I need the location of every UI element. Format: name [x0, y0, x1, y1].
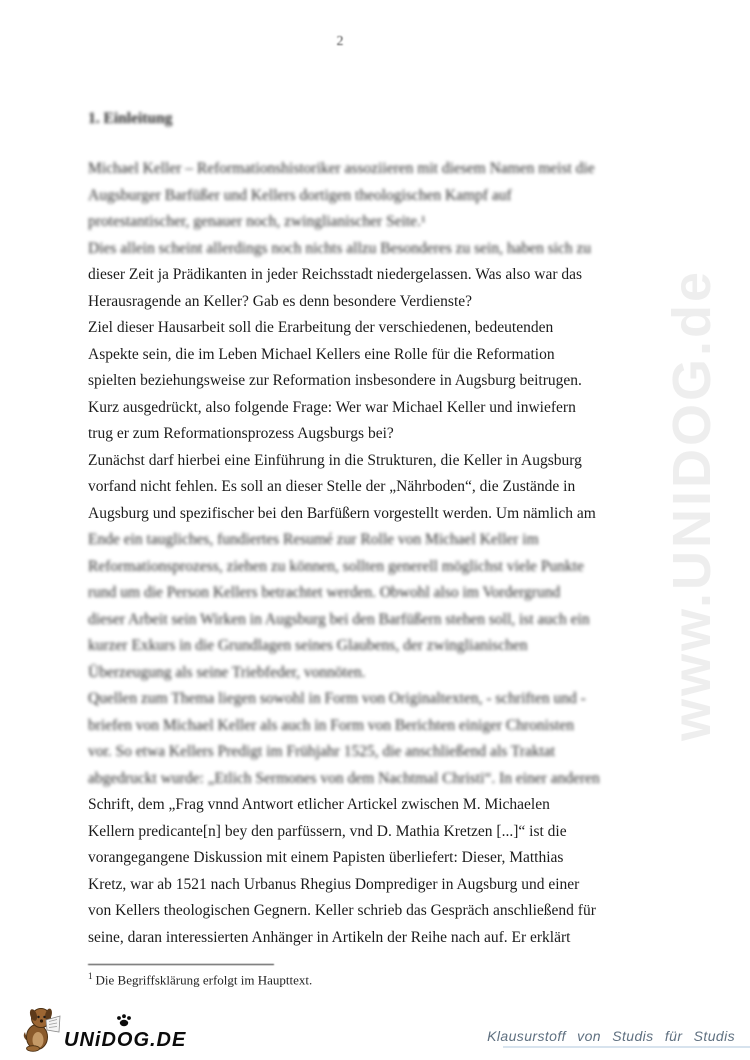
text-line: Schrift, dem „Frag vnnd Antwort etlicher Artickel zwischen M. Michaelen	[88, 796, 550, 813]
watermark-text: www.UNIDOG.de	[662, 268, 722, 742]
text-line: vorfand nicht fehlen. Es soll an dieser Stelle der „Nährboden“, die Zustände in	[88, 478, 576, 495]
text-line: Herausragende an Keller? Gab es denn besondere Verdienste?	[88, 292, 473, 310]
footer-tagline: Klausurstoff von Studis für Studis	[487, 1028, 735, 1044]
text-line: abgedruckt wurde: „Etlich Sermones von dem Nachtmal Christi“. In einer anderen	[88, 769, 600, 787]
text-line: Kellern predicante[n] bey den parfüssern, vnd D. Mathia Kretzen [...]“ ist die	[88, 822, 567, 840]
unidog-logo	[22, 1006, 186, 1052]
text-line: vorangegangene Diskussion mit einem Papisten überliefert: Dieser, Matthias	[88, 849, 564, 866]
text-line: Kretz, war ab 1521 nach Urbanus Rhegius Domprediger in Augsburg und einer	[88, 875, 580, 893]
text-line: Augsburg und spezifischer bei den Barfüßern vorgestellt werden. Um nämlich am	[88, 504, 596, 522]
text-line: Aspekte sein, die im Leben Michael Kellers eine Rolle für die Reformation	[88, 345, 555, 363]
logo-text: UNiDOG.DE	[64, 1029, 187, 1051]
text-line: Dies allein scheint allerdings noch nichts allzu Besonderes zu sein, haben sich zu	[88, 239, 592, 257]
body-text	[88, 156, 600, 951]
section-heading: 1. Einleitung	[88, 110, 173, 127]
text-line: Überzeugung als seine Triebfeder, vonnöten.	[88, 663, 366, 681]
text-line: briefen von Michael Keller als auch in Form von Berichten einiger Chronisten	[88, 716, 574, 734]
text-line: vor. So etwa Kellers Predigt im Frühjahr 1525, die anschließend als Traktat	[88, 743, 556, 760]
dog-mascot-icon	[22, 1006, 62, 1052]
text-line: von Kellers theologischen Gegnern. Keller schrieb das Gespräch anschließend für	[88, 902, 596, 919]
text-line: rund um die Person Kellers betrachtet werden. Obwohl also im Vordergrund	[88, 584, 561, 601]
page-footer	[0, 1002, 750, 1060]
text-line: Ende ein taugliches, fundiertes Resumé zur Rolle von Michael Keller im	[88, 531, 539, 548]
text-line: kurzer Exkurs in die Grundlagen seines Glaubens, der zwinglianischen	[88, 637, 528, 654]
text-line: protestantischer, genauer noch, zwinglianischer Seite.¹	[88, 213, 426, 230]
footnote-separator	[88, 964, 274, 965]
text-line: Augsburger Barfüßer und Kellers dortigen theologischen Kampf auf	[88, 186, 512, 204]
text-line: Zunächst darf hierbei eine Einführung in die Strukturen, die Keller in Augsburg	[88, 451, 582, 469]
text-line: dieser Zeit ja Prädikanten in jeder Reichsstadt niedergelassen. Was also war das	[88, 266, 583, 283]
text-line: Ziel dieser Hausarbeit soll die Erarbeitung der verschiedenen, bedeutenden	[88, 319, 554, 336]
text-line: dieser Arbeit sein Wirken in Augsburg bei den Barfüßern stehen soll, ist auch ein	[88, 610, 590, 628]
text-line: Quellen zum Thema liegen sowohl in Form von Originaltexten, - schriften und -	[88, 690, 586, 707]
footnote-text: Die Begriffsklärung erfolgt im Haupttext.	[95, 972, 313, 988]
text-line: seine, daran interessierten Anhänger in Artikeln der Reihe nach auf. Er erklärt	[88, 928, 571, 946]
text-line: Kurz ausgedrückt, also folgende Frage: Wer war Michael Keller und inwiefern	[88, 398, 576, 416]
footnote	[88, 971, 312, 988]
text-line: trug er zum Reformationsprozess Augsburgs bei?	[88, 425, 394, 442]
text-line: Reformationsprozess, ziehen zu können, sollten generell möglichst viele Punkte	[88, 557, 584, 575]
footer-underline	[503, 1046, 750, 1048]
text-line: Michael Keller – Reformationshistoriker assoziieren mit diesem Namen meist die	[88, 160, 595, 177]
page-number: 2	[336, 34, 344, 49]
text-line: spielten beziehungsweise zur Reformation insbesondere in Augsburg beitrugen.	[88, 372, 582, 389]
paw-print-icon	[116, 1013, 132, 1032]
footnote-marker: 1	[88, 971, 93, 981]
